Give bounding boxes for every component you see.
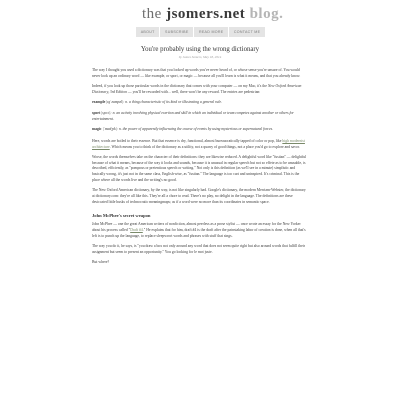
paragraph-3 [92, 139, 308, 150]
paragraph-4: Worse, the words themselves take on the character of their definitions: they are likewise reduced. A delightful word like "fustian" — delightful because of what it means, because of the way it looks and sounds, because it is unusual in regular speech but not so effete as to be unusable, is described, efficiently, as "pompous or pretentious speech or writing." Not only is this definition (as we'll see in a minute) simplistic and basically wrong, it's just not in the same class, English-wise, as "fustian." The language is too curt and uninspired. It's criminal. This is the place where all the words live and the writing's no good. [92, 155, 307, 182]
post-body [92, 68, 308, 271]
nav-read-more-link[interactable]: READ MORE [194, 27, 229, 37]
definition-pronunciation: |ˈmadʒɪk|: [101, 127, 118, 132]
blog-title-suffix: blog. [245, 6, 284, 22]
paragraph-3-a: Here, words are boiled to their essence. But that essence is dry, functional, almost bureaucratically tapped of color or pop, like [92, 138, 283, 143]
paragraph-1: The way I thought you used a dictionary was that you looked up words you've never heard of, or whose sense you're unsure of. You would never look up an ordinary word — like example, or sport, or magic — because all you'll learn is what it means, and that you already know. [92, 68, 301, 78]
paragraph-6 [92, 222, 308, 239]
definition-word: sport [92, 110, 101, 115]
definition-pronunciation: |spɔːt|: [100, 110, 112, 115]
post-byline: by James Somers, May 18, 2014 [178, 55, 222, 59]
blog-title-main: jsomers.net [166, 6, 246, 22]
definition-word: example [92, 100, 106, 105]
paragraph-2-b: — you'll be rewarded with... well, there won't be any reward. The entries are pedestrian: [126, 89, 261, 94]
paragraph-6-a: John McPhee — one the great American writers of nonfiction, almost peerless as a prose stylist — once wrote an essay for the New Yorker about his process called " [92, 222, 301, 232]
high-modernist-architecture-link[interactable]: high modernist architecture [92, 138, 305, 149]
definition-sport [92, 111, 308, 122]
paragraph-6-b: ." He explains that for him, draft #4 is the draft after the painstaking labor of creation is done, when all that's left is to punch up the language, to replace sleepwrort words and phrases with stuff that sings. [92, 227, 306, 238]
paragraph-2-a: Indeed, if you look up those particular words in the dictionary that comes with your computer — on my Mac, it's the [92, 84, 268, 89]
definition-text: n. the power of apparently influencing the course of events by using mysterious or supernatural forces. [117, 127, 274, 132]
blog-title[interactable] [142, 6, 382, 23]
definition-magic [92, 127, 308, 133]
nav-contact-link[interactable]: CONTACT ME [233, 30, 261, 34]
blog-title-prefix: the [142, 6, 167, 22]
paragraph-2 [92, 84, 308, 95]
paragraph-8: But where? [92, 260, 110, 265]
post-title: You're probably using the wrong dictionary [140, 46, 260, 53]
nav-about-link[interactable]: ABOUT [136, 27, 160, 37]
nav-bar [136, 27, 265, 37]
definition-text: n. an activity involving physical exertion and skill in which an individual or team competes against another or others for entertainment. [92, 110, 294, 121]
definition-word: magic [92, 127, 102, 132]
definition-text: n. a thing characteristic of its kind or illustrating a general rule. [124, 100, 223, 105]
section-heading: John McPhee's secret weapon [92, 213, 151, 219]
nav-subscribe-link[interactable]: SUBSCRIBE [160, 27, 194, 37]
paragraph-7: The way you do it, he says, is "you draw a box not only around any word that does not seem quite right but also around words that fulfill their assignment but seem to present an opportunity." You go looking for le mot juste. [92, 244, 306, 254]
paragraph-5: The New Oxford American dictionary, by the way, is not like singularly bad. Google's dictionary, the modern Merriam-Webster, the dictionary at dictionary.com: they're all like this. They're all a chore to read. There's no play, no delight in the language. The definitions are these desiccated little husks of technocratic meaningmaps; as if a word were no more than its coordinates in semantic space. [92, 188, 306, 204]
paragraph-3-b: . Which means you to think of the dictionary as a utility, not a quarry of good things, not a place you'd go to explore and savor. [109, 144, 300, 149]
definition-pronunciation: |ɪɡˈzampəl|: [105, 100, 125, 105]
dictionary-name: New Oxford American Dictionary, 3rd Edition [92, 84, 302, 94]
definition-example [92, 100, 308, 106]
draft-4-link[interactable]: Draft #4 [130, 227, 143, 232]
